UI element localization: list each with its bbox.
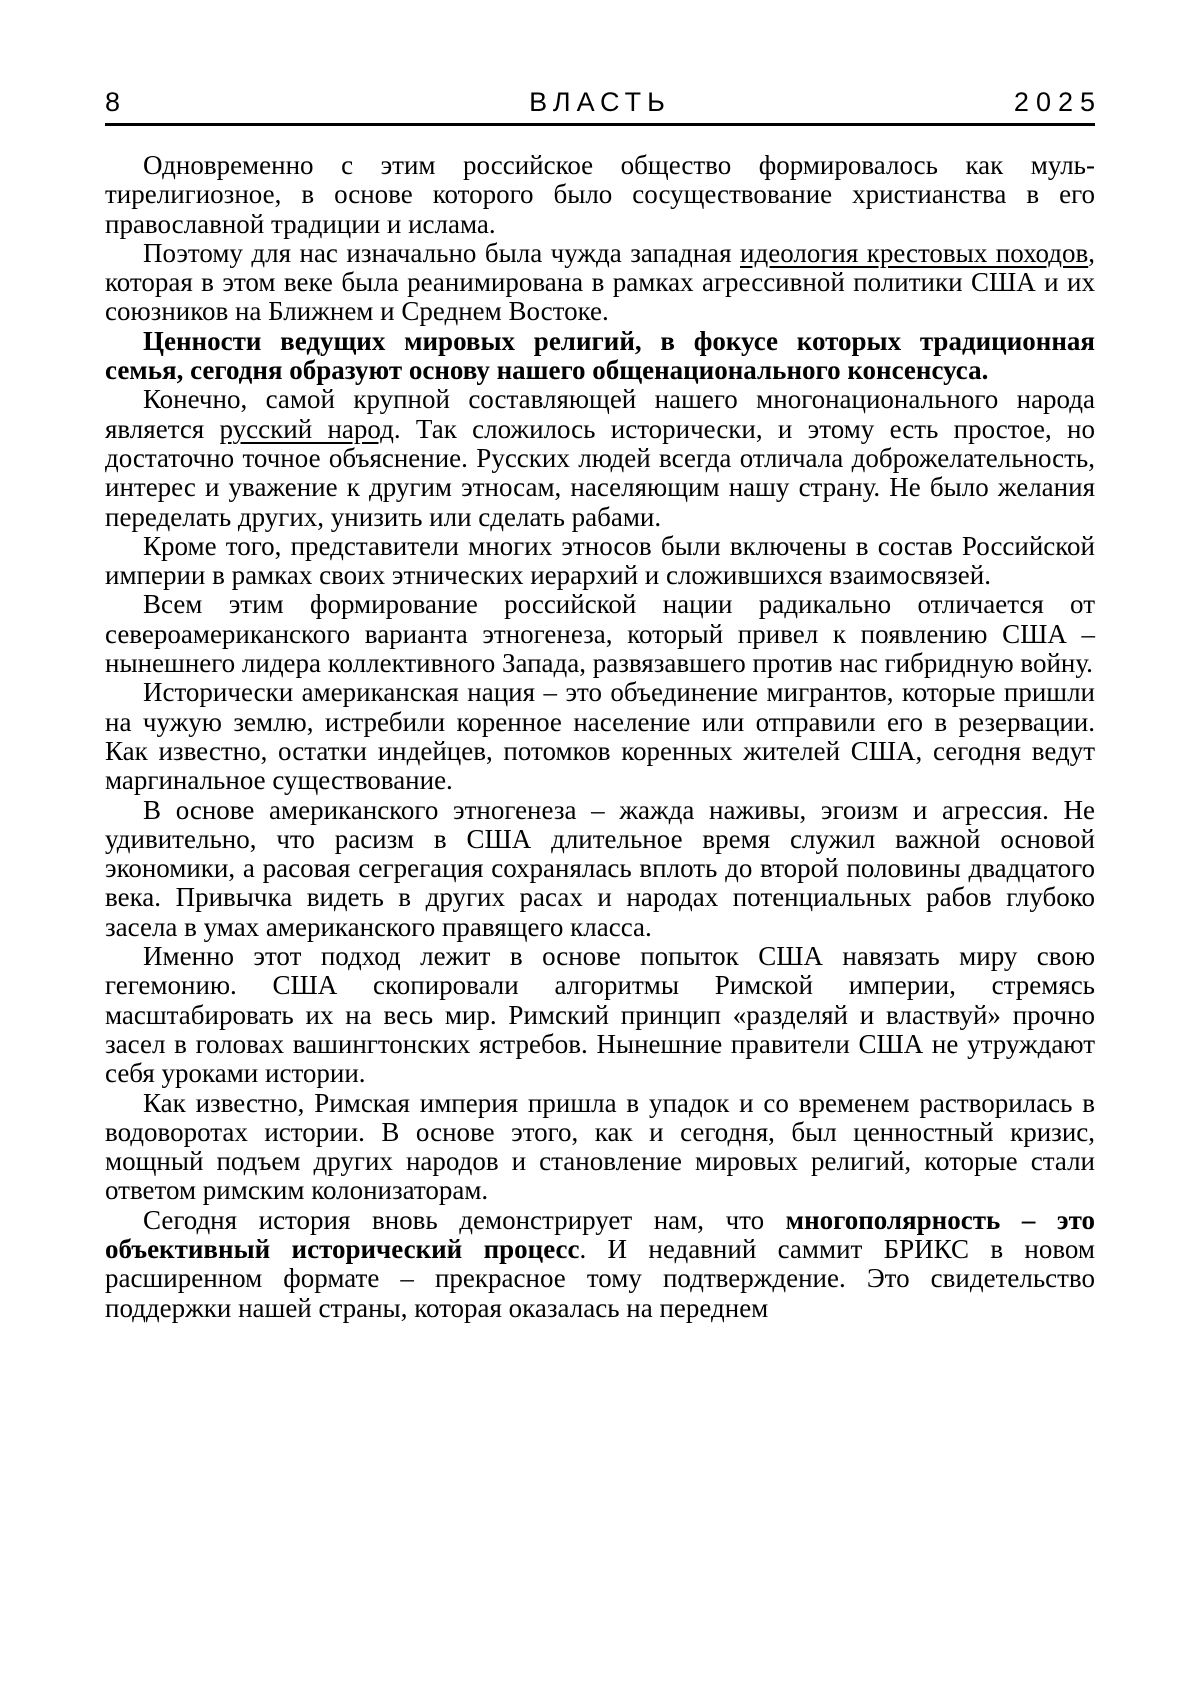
text-run: Как известно, Римская империя пришла в упадок и со временем растворилась в водоворотах истории. В основе этого, как и сегодня, был ценностный кризис, мощный подъем других народов и становление мировых религий, которые стали ответом римским колонизаторам.	[105, 1087, 1095, 1206]
paragraph	[105, 942, 1095, 1088]
paragraph	[105, 151, 1095, 239]
bold-run: Ценности ведущих мировых религий, в фокусе которых традиционная семья, сегодня образуют основу нашего общенационального консенсуса.	[105, 325, 1095, 386]
text-run: Поэтому для нас изначально была чужда западная	[143, 237, 741, 268]
text-run: В основе американского этногенеза – жажда наживы, эгоизм и агрессия. Не удивительно, что расизм в США длительное время служил важной основой экономики, а расовая сегрегация сохранялась вплоть до второй половины двадцатого века. Привычка видеть в других расах и народах потенциальных рабов глубоко засела в умах американского правящего класса.	[105, 794, 1095, 942]
paragraph	[105, 796, 1095, 942]
journal-year: 2025	[1013, 87, 1102, 117]
paragraph	[105, 1089, 1095, 1206]
text-run: , которая в этом веке была реанимирована в рамках агрессивной политики США и их союзников на Ближнем и Среднем Востоке.	[105, 237, 1095, 327]
paragraph	[105, 239, 1095, 327]
underlined-run: идеология крестовых походов	[740, 237, 1089, 268]
header-rule	[105, 123, 1095, 126]
text-run: Кроме того, представители многих этносов были включены в состав Российской империи в рамках своих этнических иерархий и сложившихся взаимосвязей.	[105, 530, 1095, 591]
text-run: Всем этим формирование российской нации радикально отличается от североамериканского варианта этногенеза, который привел к появлению США – нынешнего лидера коллективного Запада, развязавшего против нас гибридную войну.	[105, 589, 1095, 679]
text-run: Исторически американская нация – это объединение мигрантов, которые пришли на чужую землю, истребили коренное население или отправили его в резервации. Как известно, остатки индейцев, потомков коренных жителей США, сегодня ведут маргинальное существование.	[105, 677, 1095, 796]
page-header	[105, 84, 1102, 118]
text-run: . Так сложилось исторически, и этому есть простое, но достаточно точное объяснение. Русских людей всегда отличала доброжелательность, интерес и уважение к другим этносам, населяющим нашу страну. Не было желания переделать других, унизить или сделать рабами.	[105, 413, 1095, 532]
text-run: Конечно, самой крупной составляющей нашего многонационального народа является	[105, 384, 1095, 444]
paragraph	[105, 327, 1095, 386]
paragraph	[105, 1206, 1095, 1323]
underlined-run: русский народ	[219, 413, 394, 444]
text-run: Сегодня история вновь демонстрирует нам, что	[143, 1204, 786, 1235]
text-run: . И недавний саммит БРИКС в новом расширенном формате – прекрасное тому подтверждение. Это свидетельство поддержки нашей страны, которая оказалась на переднем	[105, 1233, 1095, 1323]
text-run: Именно этот подход лежит в основе попыток США навязать миру свою гегемонию. США скопировали алгоритмы Римской империи, стремясь масштабировать их на весь мир. Римский принцип «разделяй и властвуй» прочно засел в головах вашингтонских ястребов. Нынешние правители США не утруждают себя уроками истории.	[105, 941, 1095, 1089]
bold-run: многополярность – это объективный исторический процесс	[105, 1204, 1095, 1264]
paragraph	[105, 385, 1095, 531]
article-body	[105, 151, 1095, 1323]
text-run: Одновременно с этим российское общество формировалось как мультирелигиозное, в основе которого было сосуществование христианства в его православной традиции и ислама.	[105, 150, 1095, 239]
paragraph	[105, 678, 1095, 795]
paragraph	[105, 532, 1095, 591]
page-number: 8	[105, 87, 121, 117]
journal-title: ВЛАСТЬ	[529, 87, 671, 117]
paragraph	[105, 590, 1095, 678]
